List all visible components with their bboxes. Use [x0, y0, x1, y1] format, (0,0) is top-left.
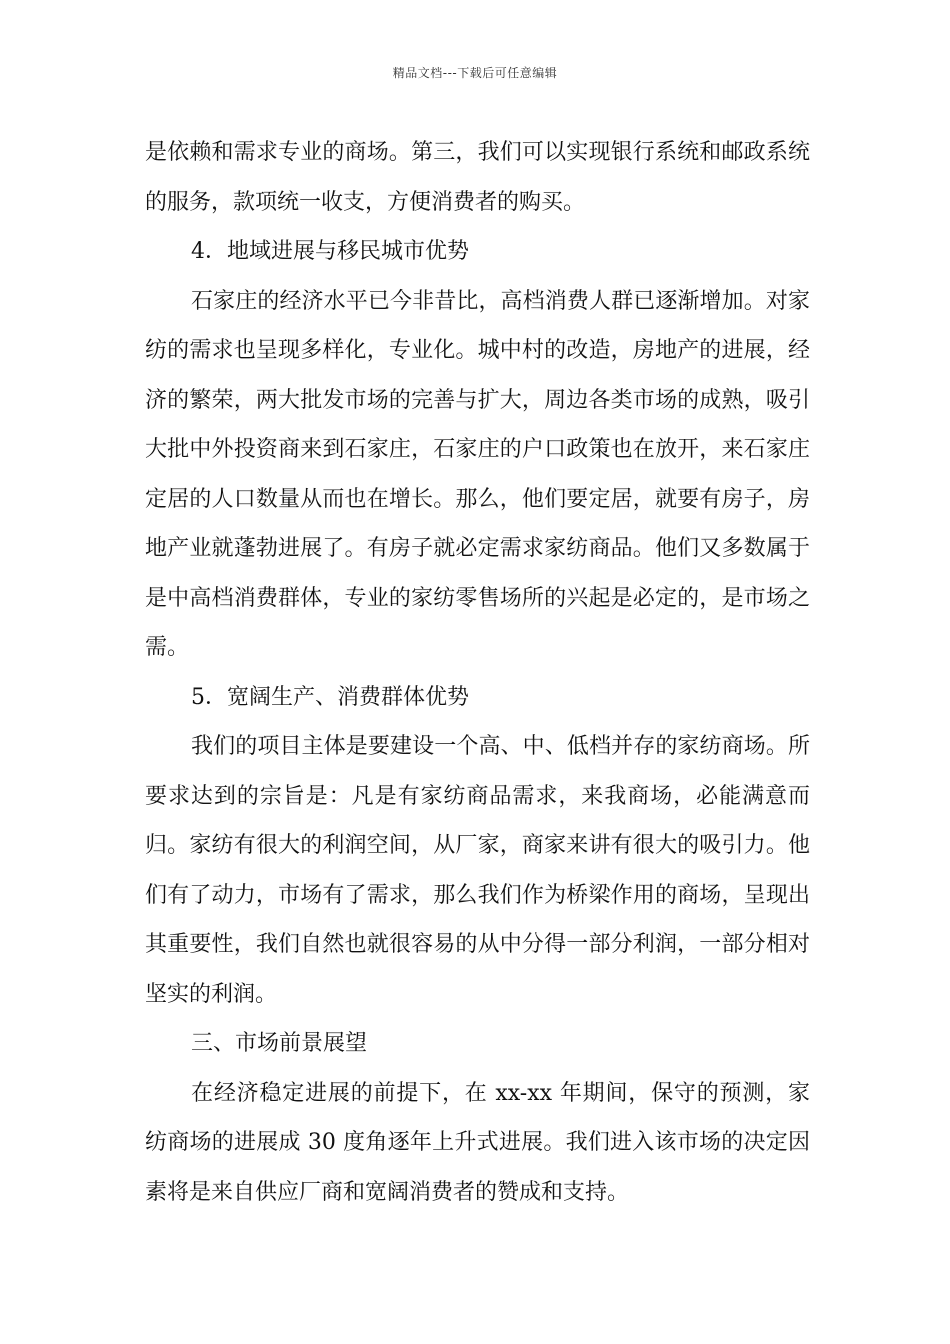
section-heading-regional-advantage: 4．地域进展与移民城市优势	[191, 239, 469, 264]
paragraph-continued: 是依赖和需求专业的商场。第三，我们可以实现银行系统和邮政系统的服务，款项统一收支，方便消费者的购买。	[145, 140, 810, 215]
page-header: 精品文档---下载后可任意编辑	[392, 66, 558, 80]
paragraph-regional-advantage: 石家庄的经济水平已今非昔比，高档消费人群已逐渐增加。对家纺的需求也呈现多样化，专业化。城中村的改造，房地产的进展，经济的繁荣，两大批发市场的完善与扩大，周边各类市场的成熟，吸引大批中外投资商来到石家庄，石家庄的户口政策也在放开，来石家庄定居的人口数量从而也在增长。那么，他们要定居，就要有房子，房地产业就蓬勃进展了。有房子就必定需求家纺商品。他们又多数属于是中高档消费群体，专业的家纺零售场所的兴起是必定的，是市场之需。	[145, 288, 810, 660]
section-heading-market-outlook: 三、市场前景展望	[191, 1031, 368, 1056]
document-body	[145, 128, 810, 1217]
section-heading-consumer-advantage: 5．宽阔生产、消费群体优势	[191, 684, 469, 710]
paragraph-consumer-advantage: 我们的项目主体是要建设一个高、中、低档并存的家纺商场。所要求达到的宗旨是：凡是有家纺商品需求，来我商场，必能满意而归。家纺有很大的利润空间，从厂家，商家来讲有很大的吸引力。他们有了动力，市场有了需求，那么我们作为桥梁作用的商场，呈现出其重要性，我们自然也就很容易的从中分得一部分利润，一部分相对坚实的利润。	[145, 734, 810, 1007]
paragraph-market-outlook: 在经济稳定进展的前提下，在 xx-xx 年期间，保守的预测，家纺商场的进展成 30 度角逐年上升式进展。我们进入该市场的决定因素将是来自供应厂商和宽阔消费者的赞成和支持。	[145, 1080, 810, 1205]
